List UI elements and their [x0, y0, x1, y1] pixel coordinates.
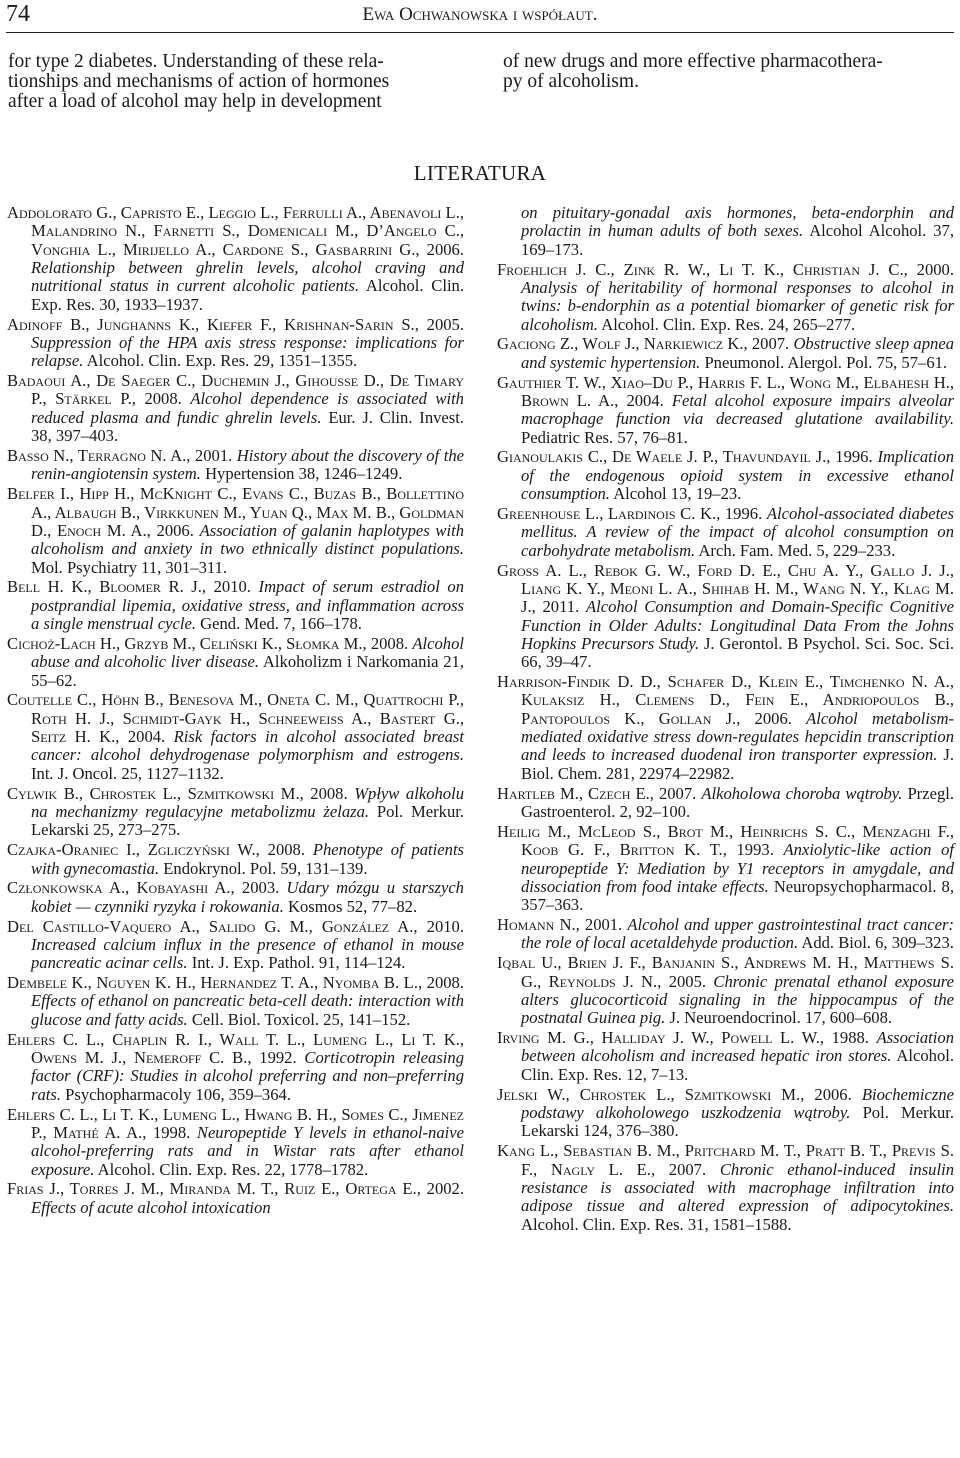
reference-authors: Kang L., Sebastian B. M., Pritchard M. T., Pratt B. T., Previs S. F., Nagly L. E., 2007.: [497, 1141, 954, 1179]
reference-source: Pneumonol. Alergol. Pol. 75, 57–61.: [704, 352, 948, 372]
reference-source: Neuropsychopharmacol. 8, 357–363.: [521, 876, 954, 915]
reference-entry: [497, 954, 954, 1027]
reference-source: Przegl. Gastroenterol. 2, 92–100.: [521, 783, 954, 821]
reference-entry: [7, 1031, 464, 1104]
reference-title: Obstructive sleep apnea and systemic hypertension.: [521, 334, 954, 372]
reference-source: Alcohol. Clin. Exp. Res. 24, 265–277.: [601, 314, 856, 334]
reference-entry: [7, 785, 464, 840]
reference-source: Int. J. Exp. Pathol. 91, 114–124.: [191, 953, 406, 973]
intro-line: of new drugs and more effective pharmacothera-: [503, 51, 883, 72]
reference-title: Wpływ alkoholu na mechanizmy regulacyjne metabolizmu żelaza.: [31, 783, 464, 821]
reference-title: Alcohol abuse and alcoholic liver disease.: [31, 633, 465, 672]
reference-title: Relationship between ghrelin levels, alcohol craving and nutritional status in current alcoholic patients.: [31, 258, 464, 296]
reference-entry: [7, 204, 464, 314]
reference-source: Alcohol 13, 19–23.: [613, 484, 742, 504]
reference-entry: [7, 372, 464, 445]
reference-entry: [497, 374, 954, 447]
reference-source: Add. Biol. 6, 309–323.: [801, 933, 954, 953]
reference-title: Implication of the endogenous opioid system in excessive ethanol consumption.: [521, 447, 954, 504]
reference-title: Alcohol dependence is associated with reduced plasma and fundic ghrelin levels.: [31, 389, 464, 427]
reference-authors: Addolorato G., Capristo E., Leggio L., Ferrulli A., Abenavoli L., Malandrino N., Farnetti S., Domenicali M., D’Angelo C., Vonghia L., Mirijello A., Cardone S., Gasbarrini G., 2006.: [7, 203, 464, 259]
reference-entry: [7, 1106, 464, 1179]
reference-entry: [497, 562, 954, 672]
reference-entry: [497, 823, 954, 915]
reference-authors: Iqbal U., Brien J. F., Banjanin S., Andrews M. H., Matthews S. G., Reynolds J. N., 2005.: [497, 953, 954, 991]
reference-authors: Harrison-Findik D. D., Schafer D., Klein E., Timchenko N. A., Kulaksiz H., Clemens D., Fein E., Andriopoulos B., Pantopoulos K., Gollan J., 2006.: [497, 672, 954, 728]
reference-authors: Jelski W., Chrostek L., Szmitkowski M., 2006.: [497, 1084, 852, 1104]
reference-continuation: [497, 204, 954, 259]
reference-source: Kosmos 52, 77–82.: [288, 896, 418, 916]
reference-authors: Gauthier T. W., Xiao–Du P., Harris F. L., Wong M., Elbahesh H., Brown L. A., 2004.: [497, 372, 954, 410]
intro-line: tionships and mechanisms of action of hormones: [8, 71, 390, 92]
reference-title: Association of galanin haplotypes with alcoholism and anxiety in two ethnically distinct populations.: [31, 520, 464, 559]
reference-entry: [497, 448, 954, 503]
reference-authors: Adinoff B., Junghanns K., Kiefer F., Krishnan-Sarin S., 2005.: [7, 314, 464, 334]
reference-authors: Czajka-Oraniec I., Zgliczyński W., 2008.: [7, 840, 306, 860]
reference-source: J. Gerontol. B Psychol. Sci. Soc. Sci. 66, 39–47.: [521, 633, 954, 672]
reference-source: Alcohol. Clin. Exp. Res. 12, 7–13.: [521, 1046, 954, 1084]
reference-source: Cell. Biol. Toxicol. 25, 141–152.: [191, 1009, 411, 1029]
reference-source: Arch. Fam. Med. 5, 229–233.: [698, 540, 896, 560]
reference-source: Alcohol Alcohol. 37, 169–173.: [521, 221, 954, 259]
reference-title: Effects of acute alcohol intoxication: [31, 1197, 271, 1217]
reference-title: History about the discovery of the renin-angiotensin system.: [31, 445, 464, 484]
reference-entry: [497, 1029, 954, 1084]
reference-authors: Coutelle C., Höhn B., Benesova M., Oneta C. M., Quattrochi P., Roth H. J., Schmidt-Gayk H., Schneeweiss A., Bastert G., Seitz H. K., 2004.: [7, 690, 464, 747]
reference-authors: Del Castillo-Vaquero A., Salido G. M., González A., 2010.: [7, 916, 464, 936]
reference-source: Eur. J. Clin. Invest. 38, 397–403.: [31, 407, 465, 446]
reference-title: Chronic ethanol-induced insulin resistance is associated with macrophage infiltration into adipose tissue and altered expression of adipocytokines.: [521, 1159, 954, 1216]
reference-authors: Badaoui A., De Saeger C., Duchemin J., Gihousse D., De Timary P., Stärkel P., 2008.: [7, 371, 464, 409]
reference-authors: Cichoż-Lach H., Grzyb M., Celiński K., Słomka M., 2008.: [7, 633, 409, 653]
reference-entry: [7, 691, 464, 783]
reference-title: Corticotropin releasing factor (CRF): Studies in alcohol preferring and non–preferring rats.: [31, 1047, 464, 1104]
reference-entry: [497, 1086, 954, 1141]
reference-title: Alcohol Consumption and Domain-Specific Cognitive Function in Older Adults: Longitudinal Data From the Johns Hopkins Precursors Study.: [521, 597, 954, 653]
reference-authors: Dembele K., Nguyen K. H., Hernandez T. A., Nyomba B. L., 2008.: [7, 973, 464, 993]
reference-title: Effects of ethanol on pancreatic beta-cell death: interaction with glucose and fatty acids.: [31, 991, 464, 1029]
reference-source: Int. J. Oncol. 25, 1127–1132.: [31, 763, 224, 783]
reference-title: Anxiolytic-like action of neuropeptide Y: Mediation by Y1 receptors in amygdale, and dissociation from food intake effects.: [521, 840, 954, 896]
reference-entry: [7, 316, 464, 371]
intro-line: for type 2 diabetes. Understanding of these rela-: [8, 51, 384, 72]
running-head: Ewa Ochwanowska i współaut.: [362, 4, 598, 25]
reference-title: Alkoholowa choroba wątroby.: [701, 783, 903, 803]
reference-authors: Gross A. L., Rebok G. W., Ford D. E., Chu A. Y., Gallo J. J., Liang K. Y., Meoni L. A., Shihab H. M., Wang N. Y., Klag M. J., 2011.: [497, 560, 954, 617]
reference-entry: [7, 447, 464, 484]
reference-title: Udary mózgu u starszych kobiet — czynniki ryzyka i rokowania.: [31, 878, 464, 916]
reference-source: Hypertension 38, 1246–1249.: [205, 464, 403, 484]
reference-source: Psychopharmacoly 106, 359–364.: [65, 1084, 291, 1104]
reference-authors: Homann N., 2001.: [497, 915, 623, 935]
reference-authors: Hartleb M., Czech E., 2007.: [497, 783, 697, 803]
reference-authors: Greenhouse L., Lardinois C. K., 1996.: [497, 504, 763, 523]
reference-authors: Ehlers C. L., Li T. K., Lumeng L., Hwang B. H., Somes C., Jimenez P., Mathé A. A., 1998.: [7, 1104, 464, 1142]
reference-authors: Gianoulakis C., De Waele J. P., Thavundayil J., 1996.: [497, 447, 873, 467]
reference-authors: Froehlich J. C., Zink R. W., Li T. K., Christian J. C., 2000.: [497, 259, 954, 279]
reference-title: Analysis of heritability of hormonal responses to alcohol in twins: b-endorphin as a potential biomarker of genetic risk for alcoholism.: [521, 277, 954, 334]
intro-line: after a load of alcohol may help in development: [8, 91, 382, 112]
reference-entry: [497, 916, 954, 953]
reference-source: J. Biol. Chem. 281, 22974–22982.: [521, 745, 954, 783]
reference-title: Risk factors in alcohol associated breast cancer: alcohol dehydrogenase polymorphism and estrogens.: [31, 727, 464, 765]
reference-entry: [7, 918, 464, 973]
reference-entry: [7, 879, 464, 916]
reference-title: Fetal alcohol exposure impairs alveolar macrophage function via decreased glutatione availability.: [521, 390, 954, 429]
reference-source: Alcohol. Clin. Exp. Res. 31, 1581–1588.: [521, 1214, 792, 1234]
reference-entry: [7, 635, 464, 690]
reference-entry: [497, 673, 954, 783]
reference-authors: Frias J., Torres J. M., Miranda M. T., Ruiz E., Ortega E., 2002.: [7, 1179, 464, 1199]
reference-entry: [7, 485, 464, 577]
reference-title: Increased calcium influx in the presence of ethanol in mouse pancreatic acinar cells.: [31, 934, 464, 973]
references-left-column: [7, 204, 464, 1219]
reference-source: Alcohol. Clin. Exp. Res. 22, 1778–1782.: [97, 1159, 369, 1179]
reference-title: Neuropeptide Y levels in ethanol-naive alcohol-preferring rats and in Wistar rats after ethanol exposure.: [31, 1122, 464, 1179]
reference-authors: Gaciong Z., Wolf J., Narkiewicz K., 2007.: [497, 334, 790, 354]
reference-source: Alcohol. Clin. Exp. Res. 29, 1351–1355.: [86, 351, 358, 371]
reference-source: Gend. Med. 7, 166–178.: [200, 614, 362, 634]
reference-entry: [7, 974, 464, 1029]
intro-text-right: [503, 52, 949, 92]
page-header: [6, 0, 954, 33]
reference-authors: Heilig M., McLeod S., Brot M., Heinrichs S. C., Menzaghi F., Koob G. F., Britton K. T., 1993.: [497, 821, 954, 860]
page-number: 74: [6, 1, 30, 27]
reference-authors: Belfer I., Hipp H., McKnight C., Evans C., Buzas B., Bollettino A., Albaugh B., Virkkunen M., Yuan Q., Max M. B., Goldman D., Enoch M. A., 2006.: [7, 484, 464, 540]
reference-authors: Członkowska A., Kobayashi A., 2003.: [7, 878, 280, 898]
reference-source: Endokrynol. Pol. 59, 131–139.: [163, 858, 368, 878]
reference-title: on pituitary-gonadal axis hormones, beta-endorphin and prolactin in human adults of both sexes.: [521, 203, 954, 241]
reference-entry: [497, 505, 954, 560]
reference-title: Chronic prenatal ethanol exposure alters glucocorticoid signaling in the hippocampus of the postnatal Guinea pig.: [521, 971, 954, 1028]
reference-title: Biochemiczne podstawy alkoholowego uszkodzenia wątroby.: [521, 1084, 954, 1122]
reference-title: Alcohol and upper gastrointestinal tract cancer: the role of local acetaldehyde production.: [521, 915, 954, 953]
section-title: LITERATURA: [413, 161, 547, 185]
reference-entry: [7, 578, 464, 633]
intro-line: py of alcoholism.: [503, 71, 639, 92]
reference-entry: [7, 841, 464, 878]
reference-entry: [497, 785, 954, 822]
reference-title: Alcohol metabolism-mediated oxidative stress down-regulates hepcidin transcription and leeds to increased duodenal iron transporter expression.: [521, 708, 954, 765]
reference-authors: Basso N., Terragno N. A., 2001.: [7, 445, 233, 465]
reference-source: Pol. Merkur. Lekarski 25, 273–275.: [31, 802, 464, 840]
reference-source: Pol. Merkur. Lekarski 124, 376–380.: [521, 1103, 955, 1141]
reference-source: Pediatric Res. 57, 76–81.: [521, 427, 688, 447]
references-right-column: [497, 204, 954, 1235]
reference-title: Suppression of the HPA axis stress response: implications for relapse.: [31, 332, 464, 371]
reference-entry: [497, 261, 954, 334]
reference-title: Phenotype of patients with gynecomastia.: [31, 840, 465, 878]
reference-authors: Irving M. G., Halliday J. W., Powell L. W., 1988.: [497, 1028, 869, 1048]
reference-authors: Cylwik B., Chrostek L., Szmitkowski M., 2008.: [7, 783, 348, 803]
reference-source: J. Neuroendocrinol. 17, 600–608.: [669, 1008, 893, 1028]
reference-title: Impact of serum estradiol on postprandial lipemia, oxidative stress, and inflammation across a single menstrual cycle.: [31, 577, 464, 634]
intro-text-left: [8, 52, 462, 112]
reference-entry: [7, 1180, 464, 1217]
reference-authors: Ehlers C. L., Chaplin R. I., Wall T. L., Lumeng L., Li T. K., Owens M. J., Nemeroff C. B., 1992.: [7, 1029, 464, 1067]
reference-entry: [497, 335, 954, 372]
reference-authors: Bell H. K., Bloomer R. J., 2010.: [7, 577, 251, 597]
reference-entry: [497, 1142, 954, 1234]
reference-title: Alcohol-associated diabetes mellitus. A review of the impact of alcohol consumption on carbohydrate metabolism.: [521, 504, 955, 560]
reference-title: Association between alcoholism and increased hepatic iron stores.: [521, 1028, 954, 1066]
reference-source: Alcohol. Clin. Exp. Res. 30, 1933–1937.: [31, 276, 464, 314]
reference-source: Mol. Psychiatry 11, 301–311.: [31, 557, 228, 577]
references-right-list: [497, 261, 954, 1234]
reference-source: Alkoholizm i Narkomania 21, 55–62.: [31, 652, 464, 690]
